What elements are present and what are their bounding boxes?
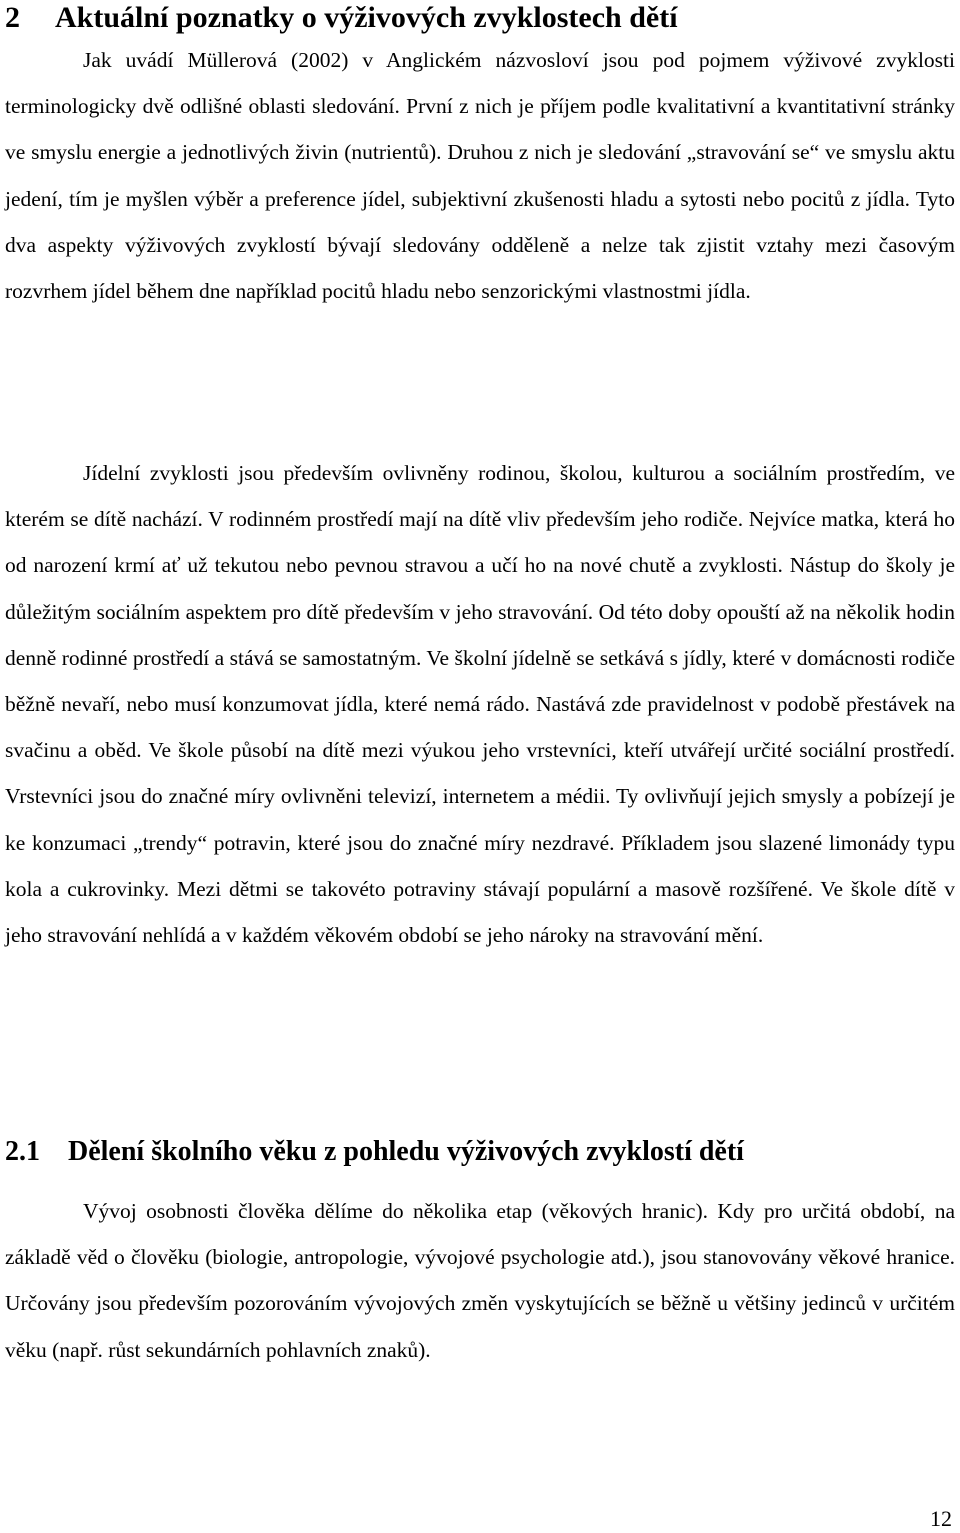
chapter-title: Aktuální poznatky o výživových zvyklostech dětí xyxy=(55,1,678,34)
body-paragraph-1: Jak uvádí Müllerová (2002) v Anglickém názvosloví jsou pod pojmem výživové zvyklosti terminologicky dvě odlišné oblasti sledování. První z nich je příjem podle kvalitativní a kvantitativní stránky ve smyslu energie a jednotlivých živin (nutrientů). Druhou z nich je sledování „stravování se“ ve smyslu aktu jedení, tím je myšlen výběr a preference jídel, subjektivní zkušenosti hladu a sytosti nebo pocitů z jídla. Tyto dva aspekty výživových zvyklostí bývají sledovány odděleně a nelze tak zjistit vztahy mezi časovým rozvrhem jídel během dne například pocitů hladu nebo senzorickými vlastnostmi jídla. xyxy=(5,48,955,304)
chapter-number: 2 xyxy=(5,1,20,34)
body-paragraph-2: Jídelní zvyklosti jsou především ovlivněny rodinou, školou, kulturou a sociálním prostředím, ve kterém se dítě nachází. V rodinném prostředí mají na dítě vliv především jeho rodiče. Nejvíce matka, která ho od narození krmí ať už tekutou nebo pevnou stravou a učí ho na nové chutě a zvyklosti. Nástup do školy je důležitým sociálním aspektem pro dítě především v jeho stravování. Od této doby opouští až na několik hodin denně rodinné prostředí a stává se samostatným. Ve školní jídelně se setkává s jídly, které v domácnosti rodiče běžně nevaří, nebo musí konzumovat jídla, které nemá rádo. Nastává zde pravidelnost v podobě přestávek na svačinu a oběd. Ve škole působí na dítě mezi výukou jeho vrstevníci, kteří utvářejí určité sociální prostředí. Vrstevníci jsou do značné míry ovlivněni televizí, internetem a médii. Ty ovlivňují jejich smysly a pobízejí je ke konzumaci „trendy“ potravin, které jsou do značné míry nezdravé. Příkladem jsou slazené limonády typu kola a cukrovinky. Mezi dětmi se takovéto potraviny stávají populární a masově rozšířené. Ve škole dítě v jeho stravování nehlídá a v každém věkovém období se jeho nároky na stravování mění. xyxy=(5,461,955,948)
chapter-heading xyxy=(5,0,678,36)
section-title: Dělení školního věku z pohledu výživových zvyklostí dětí xyxy=(68,1136,744,1167)
section-heading xyxy=(5,1134,744,1170)
section-number: 2.1 xyxy=(5,1136,40,1167)
page-number: 12 xyxy=(930,1506,952,1531)
section-paragraph-1: Vývoj osobnosti člověka dělíme do několika etap (věkových hranic). Kdy pro určitá období, na základě věd o člověku (biologie, antropologie, vývojové psychologie atd.), jsou stanovovány věkové hranice. Určovány jsou především pozorováním vývojových změn vyskytujících se běžně u většiny jedinců v určitém věku (např. růst sekundárních pohlavních znaků). xyxy=(5,1199,955,1362)
